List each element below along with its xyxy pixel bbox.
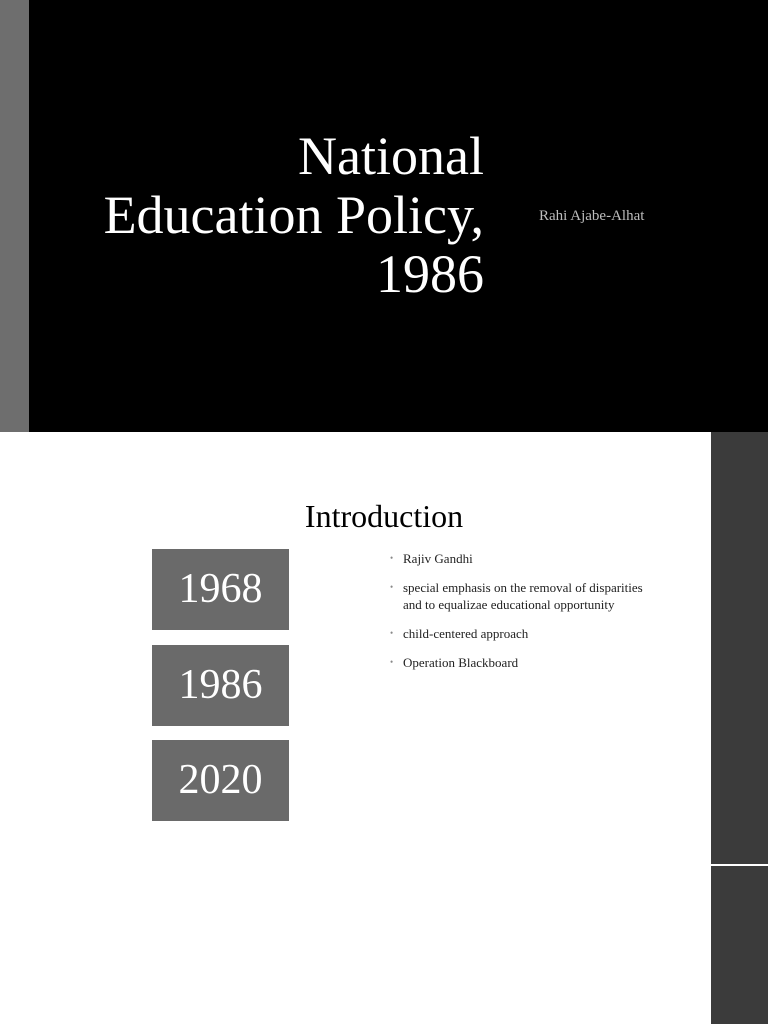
year-box-1968: 1968 — [152, 549, 289, 630]
list-item — [390, 579, 650, 613]
year-box-1986: 1986 — [152, 645, 289, 726]
bullet-icon: • — [390, 628, 394, 638]
accent-bar — [0, 0, 29, 432]
bullet-text: child-centered approach — [403, 626, 529, 641]
bullet-text: special emphasis on the removal of disparities and to equalizae educational opportunity — [403, 580, 643, 612]
year-box-2020: 2020 — [152, 740, 289, 821]
bullet-text: Operation Blackboard — [403, 655, 519, 670]
list-item — [390, 550, 650, 567]
bullet-text: Rajiv Gandhi — [403, 551, 473, 566]
bullet-icon: • — [390, 553, 394, 563]
accent-bar — [711, 866, 768, 1024]
list-item — [390, 654, 650, 671]
introduction-slide — [0, 432, 768, 1024]
title-slide — [0, 0, 768, 432]
bullet-icon: • — [390, 657, 394, 667]
bullet-list — [390, 550, 650, 683]
author-name: Rahi Ajabe-Alhat — [539, 208, 645, 224]
slide-heading: Introduction — [304, 498, 464, 534]
slide-title: National Education Policy, 1986 — [103, 126, 484, 304]
list-item — [390, 625, 650, 642]
bullet-icon: • — [390, 582, 394, 592]
